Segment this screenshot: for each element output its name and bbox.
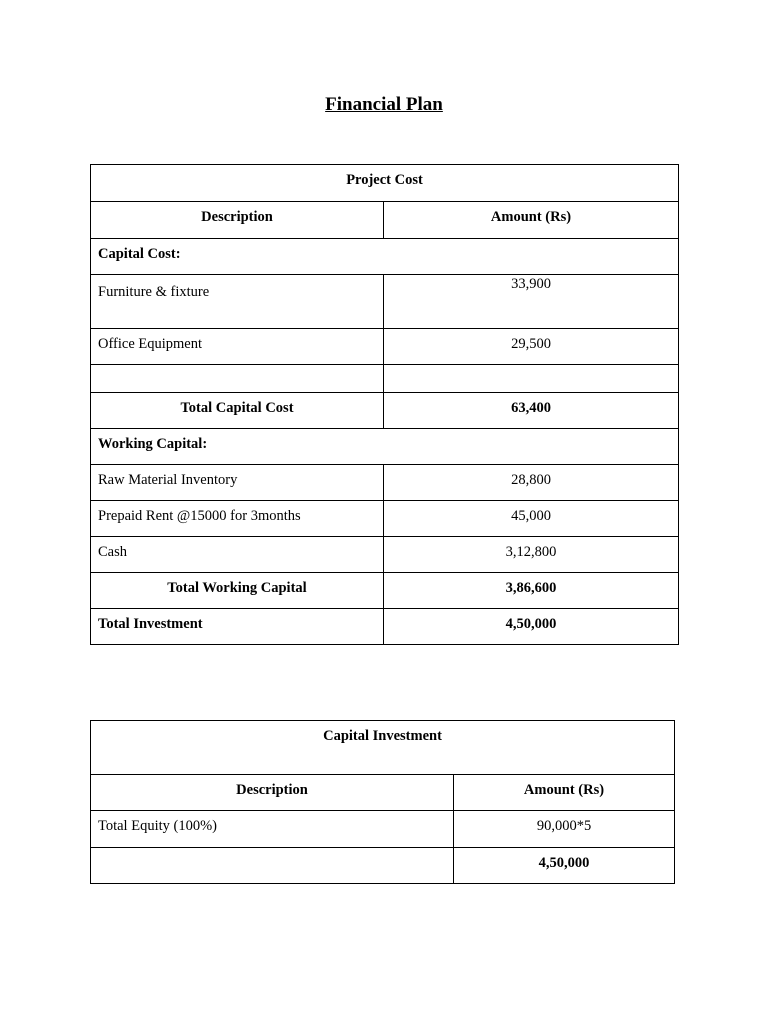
page-title: Financial Plan xyxy=(325,94,443,115)
total-row xyxy=(91,573,679,609)
row-amount: 33,900 xyxy=(384,275,679,329)
section-header-capital-cost: Capital Cost: xyxy=(91,239,679,275)
table-row xyxy=(91,811,675,848)
row-amount: 45,000 xyxy=(384,501,679,537)
total-investment-value: 4,50,000 xyxy=(384,609,679,645)
row-description: Raw Material Inventory xyxy=(91,465,384,501)
table-row xyxy=(91,537,679,573)
row-amount: 90,000*5 xyxy=(454,811,675,848)
column-header-description: Description xyxy=(91,775,454,811)
table-row xyxy=(91,465,679,501)
row-description: Furniture & fixture xyxy=(91,275,384,329)
total-row xyxy=(91,393,679,429)
table-heading-row xyxy=(91,165,679,202)
empty-cell xyxy=(91,848,454,884)
total-working-capital-value: 3,86,600 xyxy=(384,573,679,609)
table-heading-row xyxy=(91,721,675,775)
column-header-amount: Amount (Rs) xyxy=(384,202,679,239)
column-header-amount: Amount (Rs) xyxy=(454,775,675,811)
empty-cell xyxy=(91,365,384,393)
table-heading: Capital Investment xyxy=(91,721,675,775)
row-description: Prepaid Rent @15000 for 3months xyxy=(91,501,384,537)
row-amount: 3,12,800 xyxy=(384,537,679,573)
row-description: Total Equity (100%) xyxy=(91,811,454,848)
column-header-description: Description xyxy=(91,202,384,239)
section-header-row xyxy=(91,239,679,275)
column-header-row xyxy=(91,775,675,811)
total-row xyxy=(91,848,675,884)
capital-investment-table xyxy=(90,720,675,884)
section-header-working-capital: Working Capital: xyxy=(91,429,679,465)
table-heading: Project Cost xyxy=(91,165,679,202)
column-header-row xyxy=(91,202,679,239)
total-capital-cost-label: Total Capital Cost xyxy=(91,393,384,429)
section-header-row xyxy=(91,429,679,465)
row-amount: 29,500 xyxy=(384,329,679,365)
empty-row xyxy=(91,365,679,393)
table-row xyxy=(91,501,679,537)
total-investment-label: Total Investment xyxy=(91,609,384,645)
row-description: Cash xyxy=(91,537,384,573)
total-value: 4,50,000 xyxy=(454,848,675,884)
total-row xyxy=(91,609,679,645)
empty-cell xyxy=(384,365,679,393)
table-row xyxy=(91,329,679,365)
table-row xyxy=(91,275,679,329)
project-cost-table xyxy=(90,164,679,645)
total-capital-cost-value: 63,400 xyxy=(384,393,679,429)
row-amount: 28,800 xyxy=(384,465,679,501)
row-description: Office Equipment xyxy=(91,329,384,365)
total-working-capital-label: Total Working Capital xyxy=(91,573,384,609)
